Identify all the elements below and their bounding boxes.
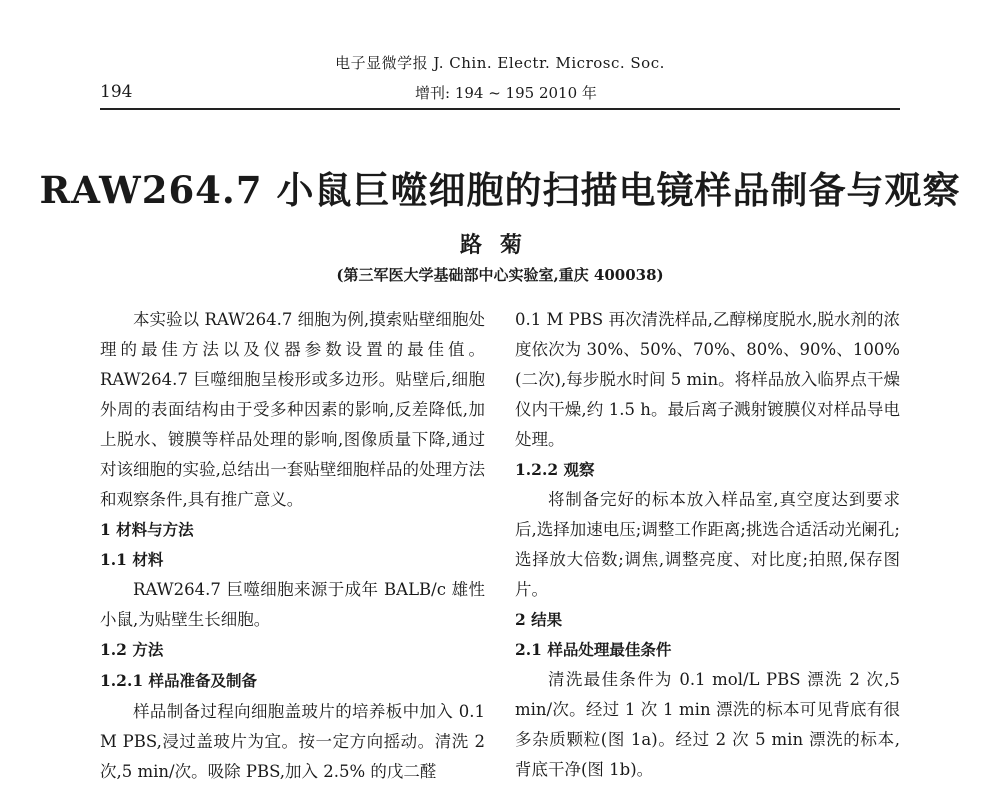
page-number: 194	[100, 82, 133, 102]
subsection-heading: 1.2 方法	[100, 640, 164, 659]
result-paragraph: 清洗最佳条件为 0.1 mol/L PBS 漂洗 2 次,5 min/次。经过 1 次 1 min 漂洗的标本可见背底有很多杂质颗粒(图 1a)。经过 2 次 5 min 漂洗的标本,背底干净(图 1b)。	[515, 670, 900, 779]
article-title: RAW264.7 小鼠巨噬细胞的扫描电镜样品制备与观察	[39, 168, 961, 212]
author-name: 路菊	[459, 232, 540, 258]
subsubsection-heading: 1.2.2 观察	[515, 460, 595, 479]
materials-paragraph: RAW264.7 巨噬细胞来源于成年 BALB/c 雄性小鼠,为贴壁生长细胞。	[100, 580, 485, 629]
journal-name: 电子显微学报 J. Chin. Electr. Microsc. Soc.	[335, 54, 665, 72]
header-rule	[100, 108, 900, 110]
continued-paragraph: 0.1 M PBS 再次清洗样品,乙醇梯度脱水,脱水剂的浓度依次为 30%、50%、70%、80%、90%、100%(二次),每步脱水时间 5 min。将样品放入临界点干燥仪内干燥,约 1.5 h。最后离子溅射镀膜仪对样品导电处理。	[515, 310, 900, 449]
subsection-heading: 1.1 材料	[100, 550, 164, 569]
subsection-heading: 2.1 样品处理最佳条件	[515, 640, 672, 659]
left-column	[100, 305, 485, 787]
section-heading: 2 结果	[515, 610, 563, 629]
issue-info: 增刊: 194 ~ 195 2010 年	[415, 84, 597, 102]
right-column	[515, 305, 900, 785]
prep-paragraph: 样品制备过程向细胞盖玻片的培养板中加入 0.1 M PBS,浸过盖玻片为宜。按一定方向摇动。清洗 2 次,5 min/次。吸除 PBS,加入 2.5% 的戊二醛	[100, 702, 485, 781]
section-heading: 1 材料与方法	[100, 520, 194, 539]
affiliation: (第三军医大学基础部中心实验室,重庆 400038)	[336, 266, 664, 284]
observe-paragraph: 将制备完好的标本放入样品室,真空度达到要求后,选择加速电压;调整工作距离;挑选合适活动光阑孔;选择放大倍数;调焦,调整亮度、对比度;拍照,保存图片。	[515, 490, 900, 599]
subsubsection-heading: 1.2.1 样品准备及制备	[100, 671, 258, 690]
intro-paragraph: 本实验以 RAW264.7 细胞为例,摸索贴壁细胞处理的最佳方法以及仪器参数设置的最佳值。RAW264.7 巨噬细胞呈梭形或多边形。贴壁后,细胞外周的表面结构由于受多种因素的影响,反差降低,加上脱水、镀膜等样品处理的影响,图像质量下降,通过对该细胞的实验,总结出一套贴壁细胞样品的处理方法和观察条件,具有推广意义。	[100, 310, 485, 509]
